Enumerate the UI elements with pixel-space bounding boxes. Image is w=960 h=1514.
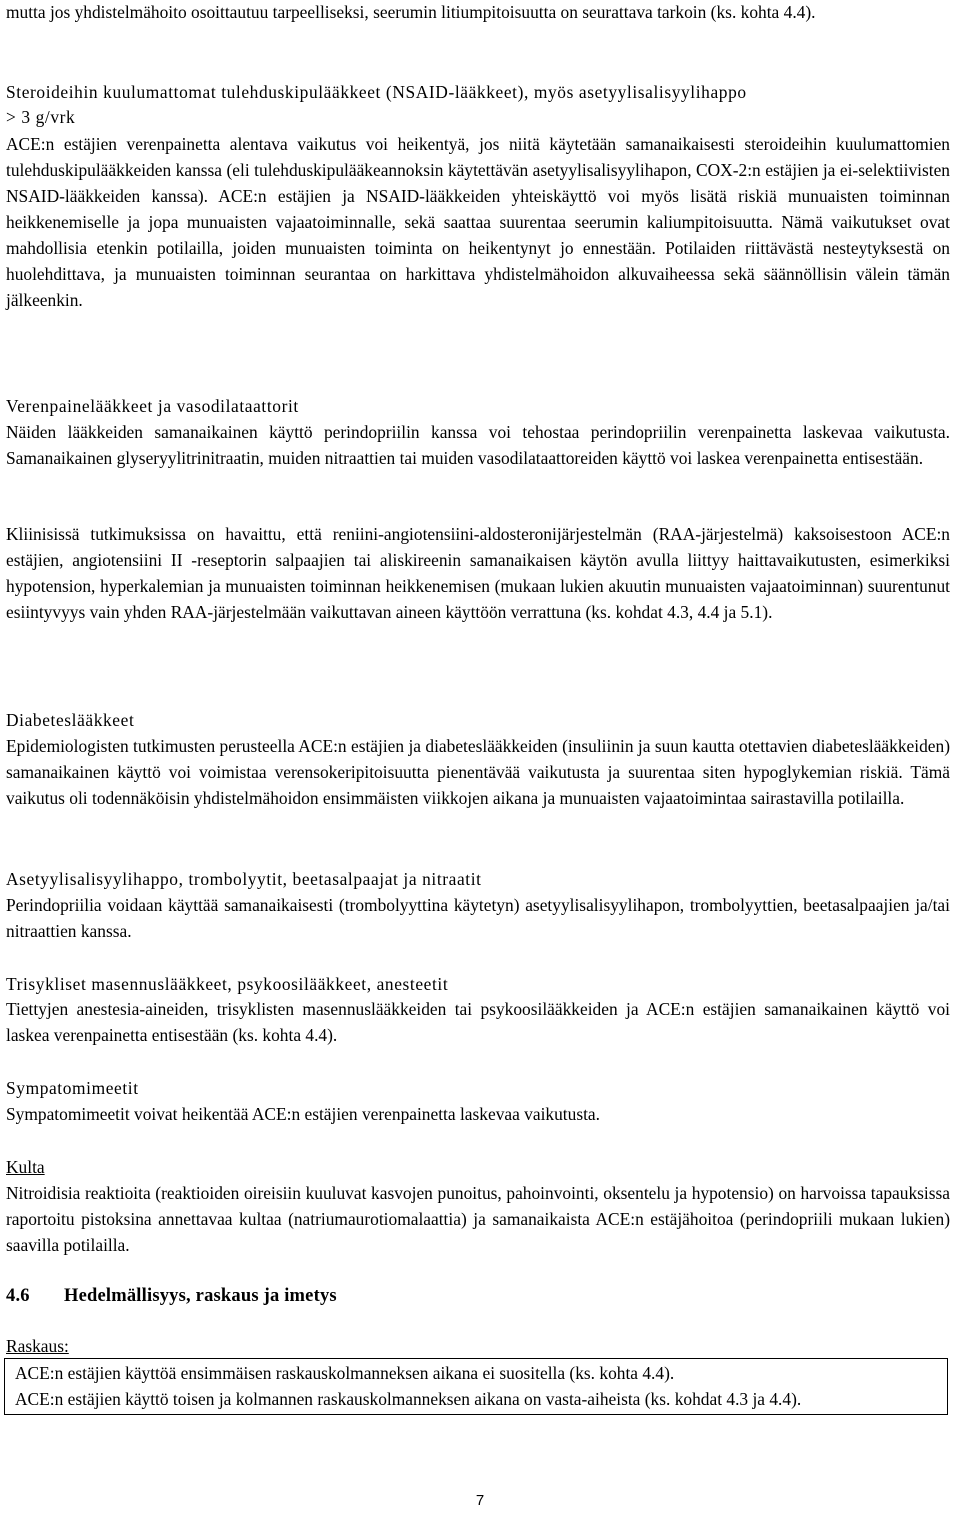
lithium-paragraph-end: mutta jos yhdistelmähoito osoittautuu tarpeelliseksi, seerumin litiumpitoisuutta on seurattava tarkoin (ks. kohta 4.4).	[6, 2, 816, 22]
tricyclics-paragraph: Tiettyjen anestesia-aineiden, trisyklisten masennuslääkkeiden tai psykoosilääkkeiden ja ACE:n estäjien samanaikainen käyttö voi laskea verenpainetta entisestään (ks. kohta 4.4).	[6, 999, 950, 1045]
section-heading	[6, 1283, 950, 1309]
pregnancy-label: Raskaus:	[6, 1336, 69, 1356]
aspirin-paragraph: Perindopriilia voidaan käyttää samanaikaisesti (trombolyyttina käytetyn) asetyylisalisyylihapon, trombolyyttien, beetasalpaajien ja/tai nitraattien kanssa.	[6, 895, 950, 941]
gold-subheading: Kulta	[6, 1157, 45, 1177]
antidiabetics-subheading: Diabeteslääkkeet	[6, 710, 135, 730]
page-number: 7	[475, 1492, 485, 1509]
pregnancy-warning-line-1: ACE:n estäjien käyttöä ensimmäisen raskauskolmanneksen aikana ei suositella (ks. kohta 4.4).	[15, 1363, 675, 1383]
antihypertensives-subheading: Verenpainelääkkeet ja vasodilataattorit	[6, 396, 299, 416]
antidiabetics-paragraph: Epidemiologisten tutkimusten perusteella ACE:n estäjien ja diabeteslääkkeiden (insuliinin ja suun kautta otettavien diabeteslääkkeiden) samanaikainen käyttö voi voimistaa verensokeripitoisuutta pienentävää vaikutusta ja suurentaa siten hypoglykemian riskiä. Tämä vaikutus oli todennäköisin yhdistelmähoidon ensimmäisten viikkojen aikana ja munuaisten vajaatoimintaa sairastavilla potilailla.	[6, 736, 950, 808]
nsaid-paragraph: ACE:n estäjien verenpainetta alentava vaikutus voi heikentyä, jos niitä käytetään samanaikaisesti steroideihin kuulumattomien tulehduskipulääkkeiden kanssa (eli tulehduskipulääkeannoksin käytettävän asetyylisalisyylihapon, COX-2:n estäjien ja ei-selektiivisten NSAID-lääkkeiden kanssa). ACE:n estäjien ja NSAID-lääkkeiden yhteiskäyttö voi myös lisätä riskiä munuaisten toiminnan heikkenemiselle ja jopa munuaisten vajaatoiminnalle, sekä saattaa suurentaa seerumin kaliumpitoisuutta. Nämä vaikutukset ovat mahdollisia etenkin potilailla, joiden munuaisten toiminta on heikentynyt jo ennestään. Potilaiden riittävästä nesteytyksestä on huolehdittava, ja munuaisten toiminnan seurantaa on harkittava yhdistelmähoidon alkuvaiheessa sekä säännöllisin välein tämän jälkeenkin.	[6, 134, 950, 310]
sympathomimetics-subheading: Sympatomimeetit	[6, 1078, 139, 1098]
aspirin-subheading: Asetyylisalisyylihappo, trombolyytit, beetasalpaajat ja nitraatit	[6, 869, 482, 889]
nsaid-subheading: Steroideihin kuulumattomat tulehduskipulääkkeet (NSAID-lääkkeet), myös asetyylisalisyylihappo	[6, 82, 747, 102]
pregnancy-warning-line-2: ACE:n estäjien käyttö toisen ja kolmannen raskauskolmanneksen aikana on vasta-aiheista (ks. kohdat 4.3 ja 4.4).	[15, 1389, 802, 1409]
antihypertensives-paragraph: Näiden lääkkeiden samanaikainen käyttö perindopriilin kanssa voi tehostaa perindopriilin verenpainetta laskevaa vaikutusta. Samanaikainen glyseryylitrinitraatin, muiden nitraattien tai muiden vasodilataattoreiden käyttö voi laskea verenpainetta entisestään.	[6, 422, 950, 468]
sympathomimetics-paragraph: Sympatomimeetit voivat heikentää ACE:n estäjien verenpainetta laskevaa vaikutusta.	[6, 1104, 600, 1124]
tricyclics-subheading: Trisykliset masennuslääkkeet, psykoosilääkkeet, anesteetit	[6, 974, 449, 994]
section-title: Hedelmällisyys, raskaus ja imetys	[64, 1286, 337, 1306]
gold-paragraph: Nitroidisia reaktioita (reaktioiden oireisiin kuuluvat kasvojen punoitus, pahoinvointi, oksentelu ja hypotensio) on harvoissa tapauksissa raportoitu pistoksina annettavaa kultaa (natriumaurotiomalaattia) ja samanaikaista ACE:n estäjähoitoa (perindopriili mukaan lukien) saavilla potilailla.	[6, 1183, 950, 1255]
section-number: 4.6	[6, 1286, 30, 1306]
raa-blockade-paragraph: Kliinisissä tutkimuksissa on havaittu, että reniini-angiotensiini-aldosteronijärjestelmän (RAA-järjestelmä) kaksoisestoon ACE:n estäjien, angiotensiini II -reseptorin salpaajien tai aliskireenin samanaikaisen käytön avulla liittyy haittavaikutusten, esimerkiksi hypotension, hyperkalemian ja munuaisten toiminnan heikkenemisen (mukaan lukien akuutin munuaisten vajaatoiminnan) suurentunut esiintyvyys vain yhden RAA-järjestelmään vaikuttavan aineen käyttöön verrattuna (ks. kohdat 4.3, 4.4 ja 5.1).	[6, 524, 950, 622]
pregnancy-warning-box	[4, 1358, 948, 1415]
nsaid-subheading-dose: > 3 g/vrk	[6, 107, 76, 127]
